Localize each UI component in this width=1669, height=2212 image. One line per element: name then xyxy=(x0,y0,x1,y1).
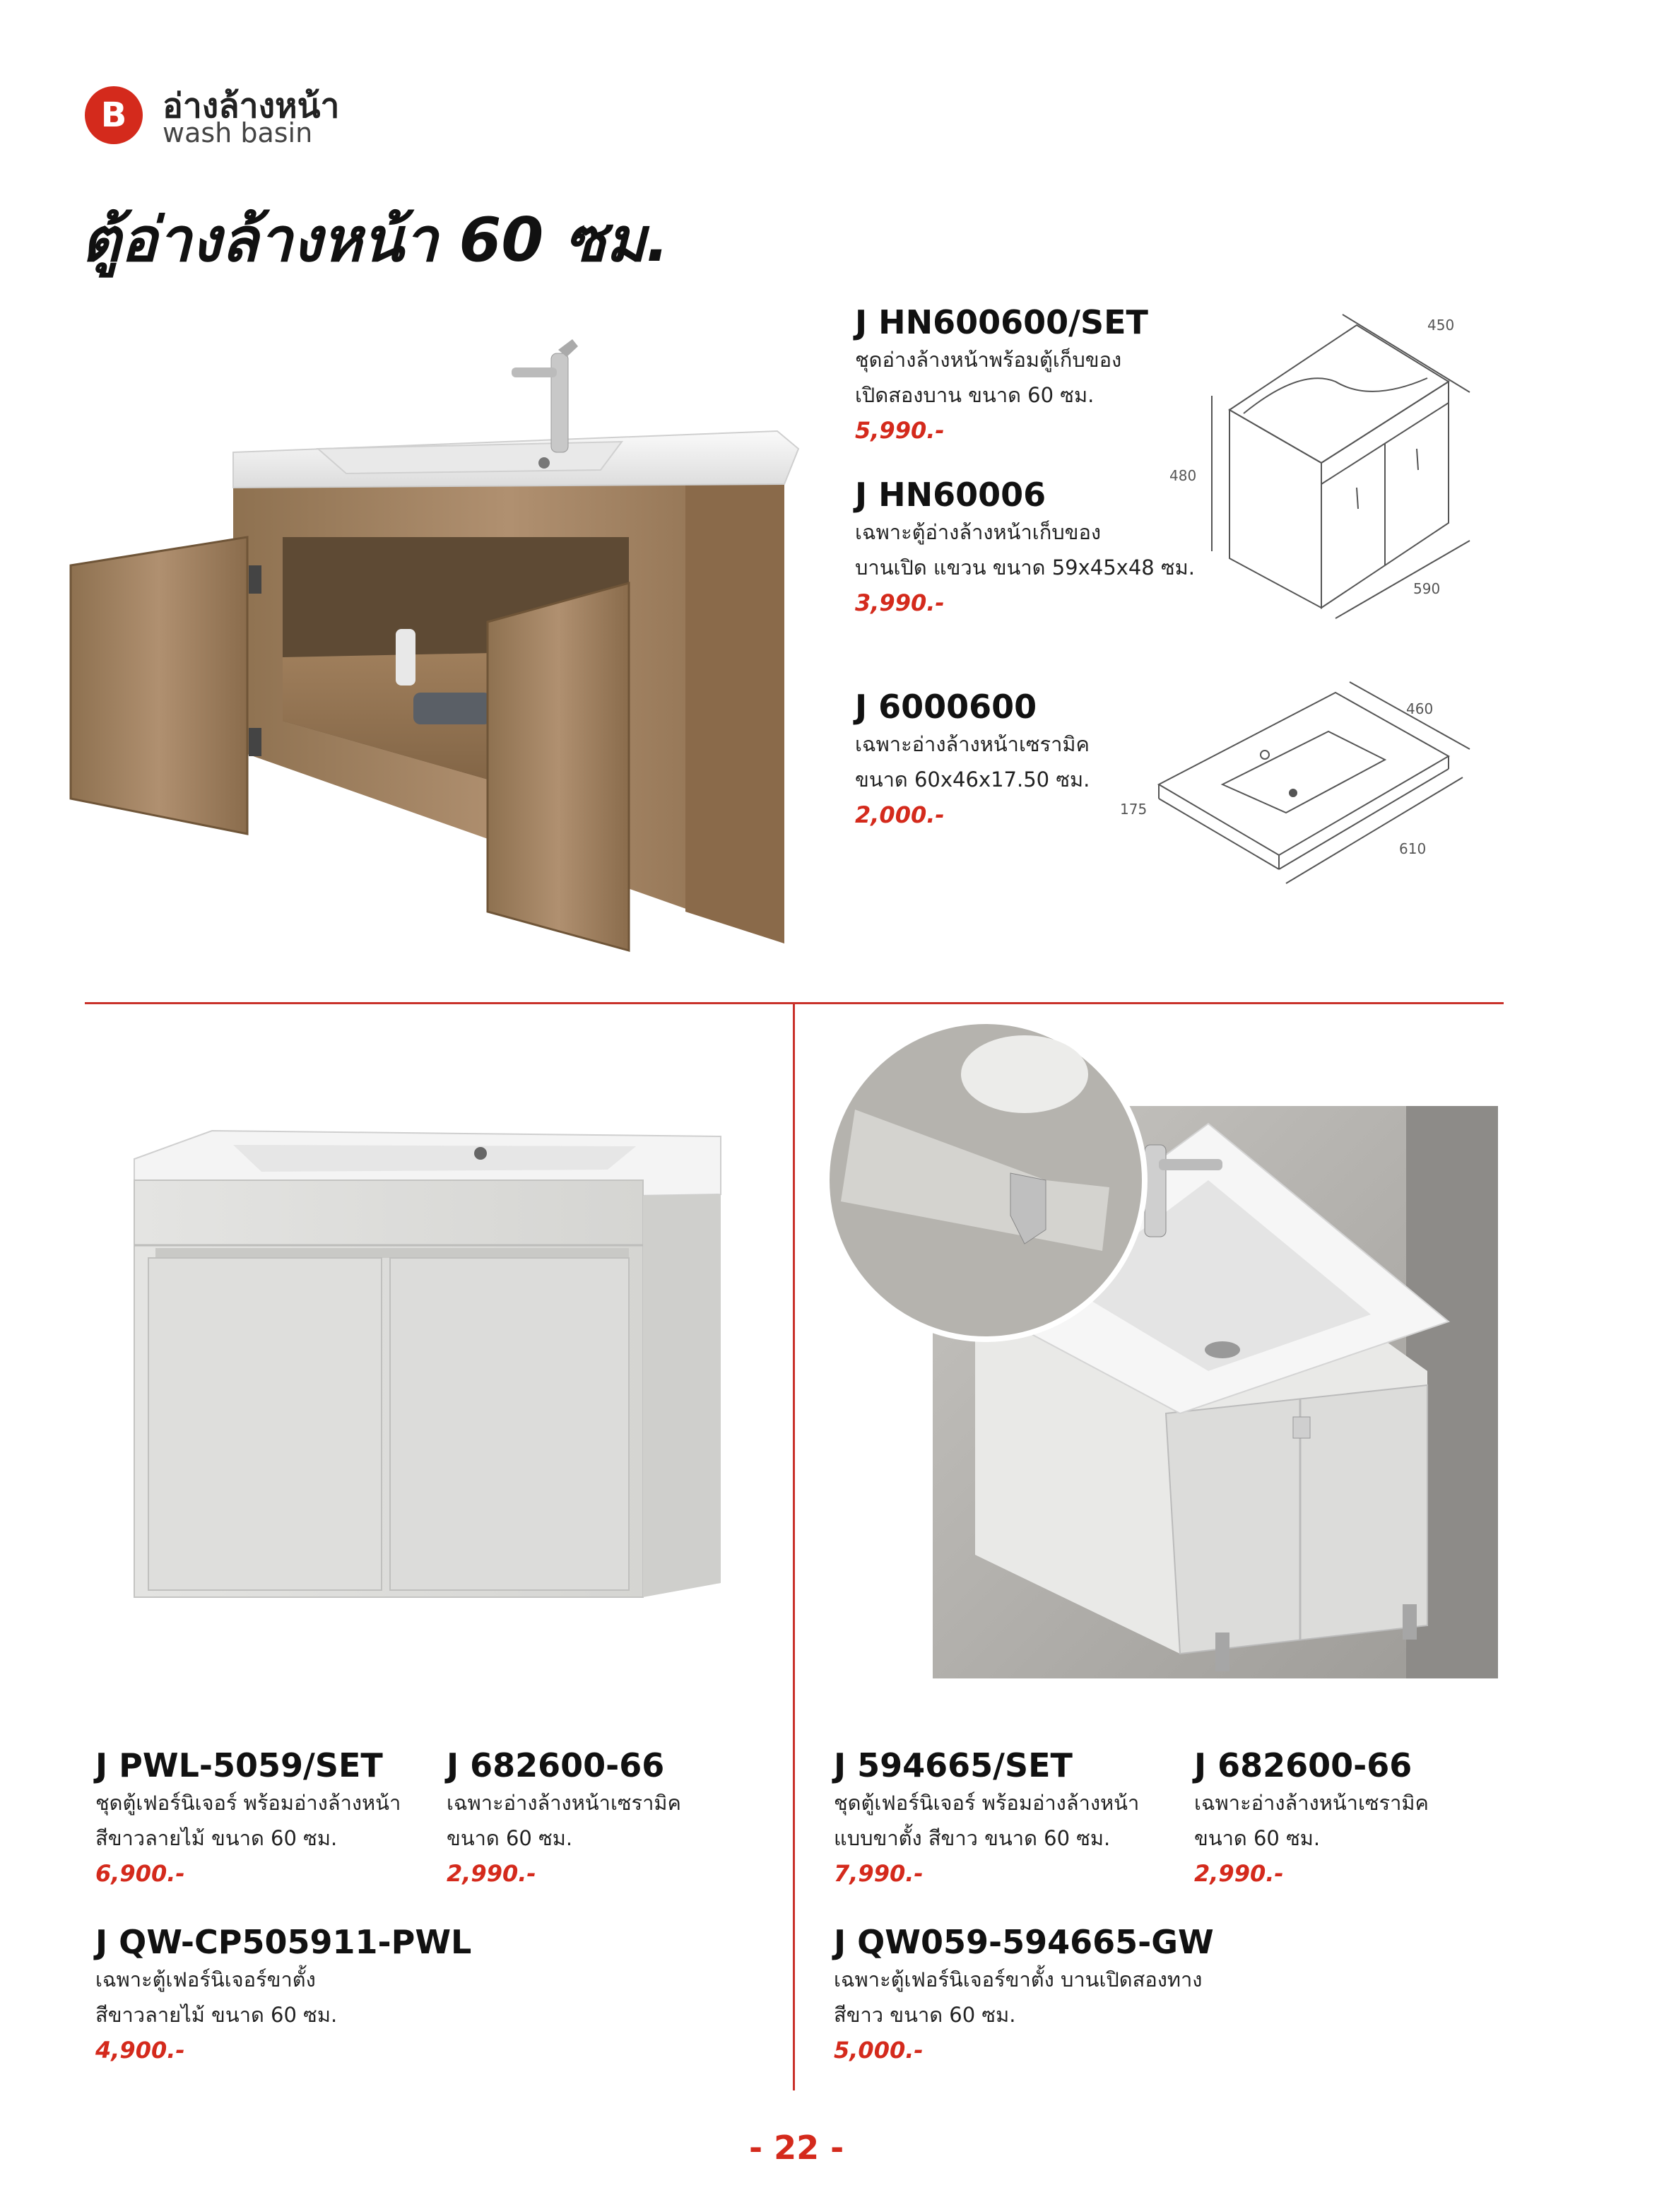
cabinet-depth-label: 450 xyxy=(1427,317,1455,334)
cabinet-height-label: 480 xyxy=(1169,467,1197,484)
product-description: เปิดสองบาน ขนาด 60 ซม. xyxy=(855,383,1095,407)
product-description: บานเปิด แขวน ขนาด 59x45x48 ซม. xyxy=(855,555,1195,580)
page-title: ตู้อ่างล้างหน้า 60 ซม. xyxy=(81,205,669,276)
basin-depth-label: 460 xyxy=(1406,700,1434,717)
product-price: 2,990.- xyxy=(1194,1860,1284,1887)
product-price: 2,000.- xyxy=(855,801,945,828)
section-divider-vertical xyxy=(793,1002,795,2090)
product-price: 4,900.- xyxy=(95,2037,185,2064)
section-badge: B xyxy=(85,86,143,144)
page-number: - 22 - xyxy=(749,2129,844,2167)
product-code: J 6000600 xyxy=(855,688,1037,726)
product-code: J QW059-594665-GW xyxy=(834,1923,1214,1961)
basin-height-label: 175 xyxy=(1120,801,1148,818)
product-code: J 682600-66 xyxy=(447,1746,665,1784)
product-hn600600-set xyxy=(855,302,1148,448)
product-price: 2,990.- xyxy=(447,1860,536,1887)
product-code: J PWL-5059/SET xyxy=(95,1746,383,1784)
product-price: 6,900.- xyxy=(95,1860,185,1887)
white-wall-cabinet-photo xyxy=(127,1117,749,1604)
cabinet-dimension-drawing xyxy=(1159,297,1491,622)
product-hn60006 xyxy=(855,475,1195,620)
product-6000600 xyxy=(855,687,1090,833)
product-qw059-594665-gw xyxy=(834,1922,1214,2068)
product-qw-cp505911-pwl xyxy=(95,1922,471,2068)
product-description: แบบขาตั้ง สีขาว ขนาด 60 ซม. xyxy=(834,1826,1111,1850)
product-description: ชุดอ่างล้างหน้าพร้อมตู้เก็บของ xyxy=(855,348,1122,372)
product-code: J 682600-66 xyxy=(1194,1746,1413,1784)
product-code: J HN60006 xyxy=(855,476,1046,514)
product-pwl-5059-set xyxy=(95,1746,401,1891)
cabinet-width-label: 590 xyxy=(1413,580,1441,597)
product-price: 7,990.- xyxy=(834,1860,924,1887)
product-description: เฉพาะตู้เฟอร์นิเจอร์ขาตั้ง xyxy=(95,1967,316,1992)
product-description: ชุดตู้เฟอร์นิเจอร์ พร้อมอ่างล้างหน้า xyxy=(834,1791,1140,1815)
basin-width-label: 610 xyxy=(1399,840,1427,857)
product-description: ขนาด 60x46x17.50 ซม. xyxy=(855,767,1090,792)
freestanding-cabinet-photo xyxy=(813,1018,1505,1682)
product-price: 5,000.- xyxy=(834,2037,924,2064)
product-code: J HN600600/SET xyxy=(855,303,1148,341)
product-description: ชุดตู้เฟอร์นิเจอร์ พร้อมอ่างล้างหน้า xyxy=(95,1791,401,1815)
product-682600-66-left xyxy=(447,1746,681,1891)
section-title-english: wash basin xyxy=(163,117,313,148)
product-description: ขนาด 60 ซม. xyxy=(447,1826,573,1850)
product-description: เฉพาะตู้อ่างล้างหน้าเก็บของ xyxy=(855,520,1102,544)
product-code: J QW-CP505911-PWL xyxy=(95,1923,472,1961)
product-682600-66-right xyxy=(1194,1746,1429,1891)
product-594665-set xyxy=(834,1746,1139,1891)
product-description: เฉพาะอ่างล้างหน้าเซรามิค xyxy=(447,1791,681,1815)
product-description: เฉพาะอ่างล้างหน้าเซรามิค xyxy=(1194,1791,1429,1815)
product-description: สีขาวลายไม้ ขนาด 60 ซม. xyxy=(95,1826,338,1850)
product-price: 5,990.- xyxy=(855,417,945,444)
product-description: ขนาด 60 ซม. xyxy=(1194,1826,1321,1850)
product-description: เฉพาะตู้เฟอร์นิเจอร์ขาตั้ง บานเปิดสองทาง xyxy=(834,1967,1203,1992)
section-title-thai: อ่างล้างหน้า xyxy=(163,86,340,126)
basin-dimension-drawing xyxy=(1116,678,1484,890)
wood-cabinet-photo xyxy=(64,325,813,961)
product-code: J 594665/SET xyxy=(834,1746,1073,1784)
product-description: สีขาวลายไม้ ขนาด 60 ซม. xyxy=(95,2003,338,2027)
product-description: เฉพาะอ่างล้างหน้าเซรามิค xyxy=(855,732,1090,756)
product-price: 3,990.- xyxy=(855,589,945,616)
product-description: สีขาว ขนาด 60 ซม. xyxy=(834,2003,1016,2027)
